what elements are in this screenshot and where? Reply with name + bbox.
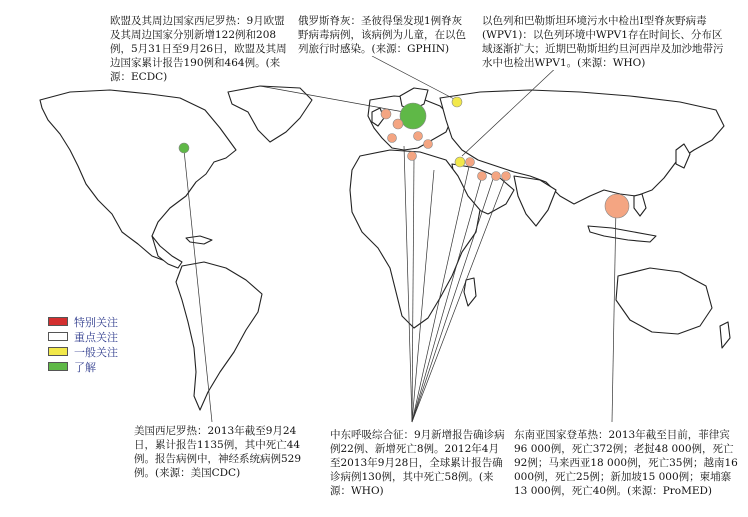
europe-wnv-large-marker[interactable] — [400, 103, 426, 129]
southeast-asia-dengue-marker[interactable] — [605, 194, 629, 218]
israel-wpv1-marker[interactable] — [455, 157, 465, 167]
legend-label: 特别关注 — [74, 315, 118, 329]
legend-swatch-red — [48, 317, 68, 326]
europe-wnv-marker[interactable] — [381, 109, 391, 119]
legend-item-general-attention — [48, 344, 118, 359]
legend — [48, 314, 118, 374]
usa-wnv-marker[interactable] — [179, 143, 189, 153]
annotation-israel-wpv1: 以色列和巴勒斯坦环境污水中检出Ⅰ型脊灰野病毒(WPV1)：以色列环境中WPV1存在时间长、分布区域逐渐扩大；近期巴勒斯坦约旦河西岸及加沙地带污水中也检出WPV1。(来源：WHO) — [482, 14, 730, 70]
europe-wnv-marker[interactable] — [424, 140, 433, 149]
russia-polio-marker[interactable] — [452, 97, 462, 107]
annotation-mers: 中东呼吸综合征：9月新增报告确诊病例22例、新增死亡8例。2012年4月至2013年9月28日，全球累计报告确诊病例130例，其中死亡58例。(来源：WHO) — [330, 428, 508, 498]
legend-swatch-yellow — [48, 347, 68, 356]
mers-marker[interactable] — [478, 172, 487, 181]
europe-wnv-marker[interactable] — [414, 132, 423, 141]
legend-swatch-green — [48, 362, 68, 371]
legend-label: 一般关注 — [74, 345, 118, 359]
legend-swatch-white — [48, 332, 68, 341]
legend-label: 重点关注 — [74, 330, 118, 344]
mers-marker[interactable] — [502, 172, 511, 181]
legend-item-special-attention — [48, 314, 118, 329]
legend-item-awareness — [48, 359, 118, 374]
europe-wnv-marker[interactable] — [393, 119, 403, 129]
mers-marker[interactable] — [492, 172, 501, 181]
annotation-europe-wnv: 欧盟及其周边国家西尼罗热：9月欧盟及其周边国家分别新增122例和208例，5月31日至9月26日，欧盟及其周边国家累计报告190例和464例。(来源：ECDC) — [110, 15, 287, 83]
annotation-usa-wnv: 美国西尼罗热：2013年截至9月24日，累计报告1135例，其中死亡44例。报告病例中，神经系统病例529例。(来源：美国CDC) — [134, 424, 310, 480]
annotation-sea-dengue: 东南亚国家登革热：2013年截至目前，菲律宾96 000例，死亡372例；老挝48 000例，死亡92例；马来西亚18 000例，死亡35例；越南16 000例，死亡25例；新加坡15 000例；柬埔寨13 000例，死亡40例。(来源：ProMED) — [514, 428, 740, 498]
legend-label: 了解 — [74, 360, 96, 374]
annotation-russia-polio: 俄罗斯脊灰：圣彼得堡发现1例脊灰野病毒病例，该病例为儿童，在以色列旅行时感染。(来源：GPHIN) — [298, 14, 470, 56]
mers-marker[interactable] — [466, 158, 475, 167]
mers-marker[interactable] — [408, 152, 417, 161]
europe-wnv-marker[interactable] — [388, 134, 397, 143]
legend-item-key-attention — [48, 329, 118, 344]
